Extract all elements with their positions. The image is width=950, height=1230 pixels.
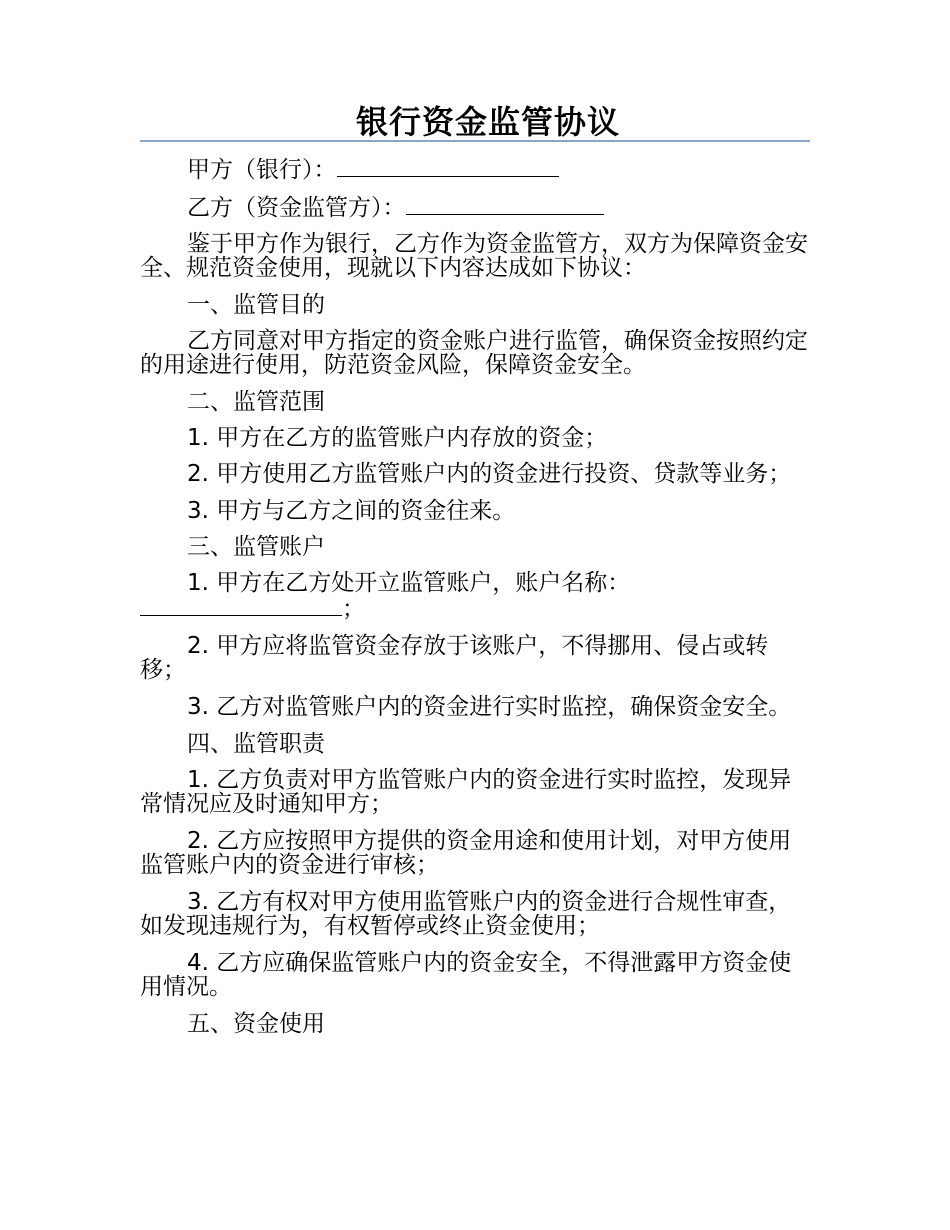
party-a-label: 甲方（银行）： (187, 157, 337, 183)
account-name-blank[interactable] (140, 595, 342, 616)
section-4-item: 4. 乙方应确保监管账户内的资金安全，不得泄露甲方资金使用情况。 (140, 950, 792, 1000)
party-b-label: 乙方（资金监管方）： (187, 195, 406, 221)
section-2-item: 3. 甲方与乙方之间的资金往来。 (187, 498, 516, 524)
account-name-suffix: ； (342, 596, 365, 622)
document-title: 银行资金监管协议 (355, 103, 620, 141)
section-2-heading: 二、监管范围 (187, 389, 325, 415)
document-page (140, 100, 810, 1048)
section-2-item: 2. 甲方使用乙方监管账户内的资金进行投资、贷款等业务； (187, 461, 792, 487)
party-b-blank[interactable] (406, 194, 604, 215)
section-2-item: 1. 甲方在乙方的监管账户内存放的资金； (187, 425, 608, 451)
section-4-heading: 四、监管职责 (187, 731, 325, 757)
party-b-line (140, 194, 810, 220)
section-5-heading: 五、资金使用 (187, 1011, 325, 1037)
account-name-label: 1. 甲方在乙方处开立监管账户，账户名称： (187, 570, 631, 596)
section-3-item: 2. 甲方应将监管资金存放于该账户，不得挪用、侵占或转移； (140, 633, 769, 683)
section-4-item: 3. 乙方有权对甲方使用监管账户内的资金进行合规性审查，如发现违规行为，有权暂停或终止资金使用； (140, 889, 792, 939)
section-4-item: 1. 乙方负责对甲方监管账户内的资金进行实时监控，发现异常情况应及时通知甲方； (140, 767, 792, 817)
section-3-item: 3. 乙方对监管账户内的资金进行实时监控，确保资金安全。 (187, 694, 792, 720)
party-a-blank[interactable] (337, 156, 559, 177)
party-a-line (140, 156, 810, 182)
section-3-item-account-name (140, 571, 810, 621)
intro-paragraph: 鉴于甲方作为银行，乙方作为资金监管方，双方为保障资金安全、规范资金使用，现就以下内容达成如下协议： (140, 231, 808, 281)
section-4-item: 2. 乙方应按照甲方提供的资金用途和使用计划，对甲方使用监管账户内的资金进行审核； (140, 828, 792, 878)
section-1-body: 乙方同意对甲方指定的资金账户进行监管，确保资金按照约定的用途进行使用，防范资金风险，保障资金安全。 (140, 328, 808, 378)
section-1-heading: 一、监管目的 (187, 292, 325, 318)
section-3-heading: 三、监管账户 (187, 534, 325, 560)
